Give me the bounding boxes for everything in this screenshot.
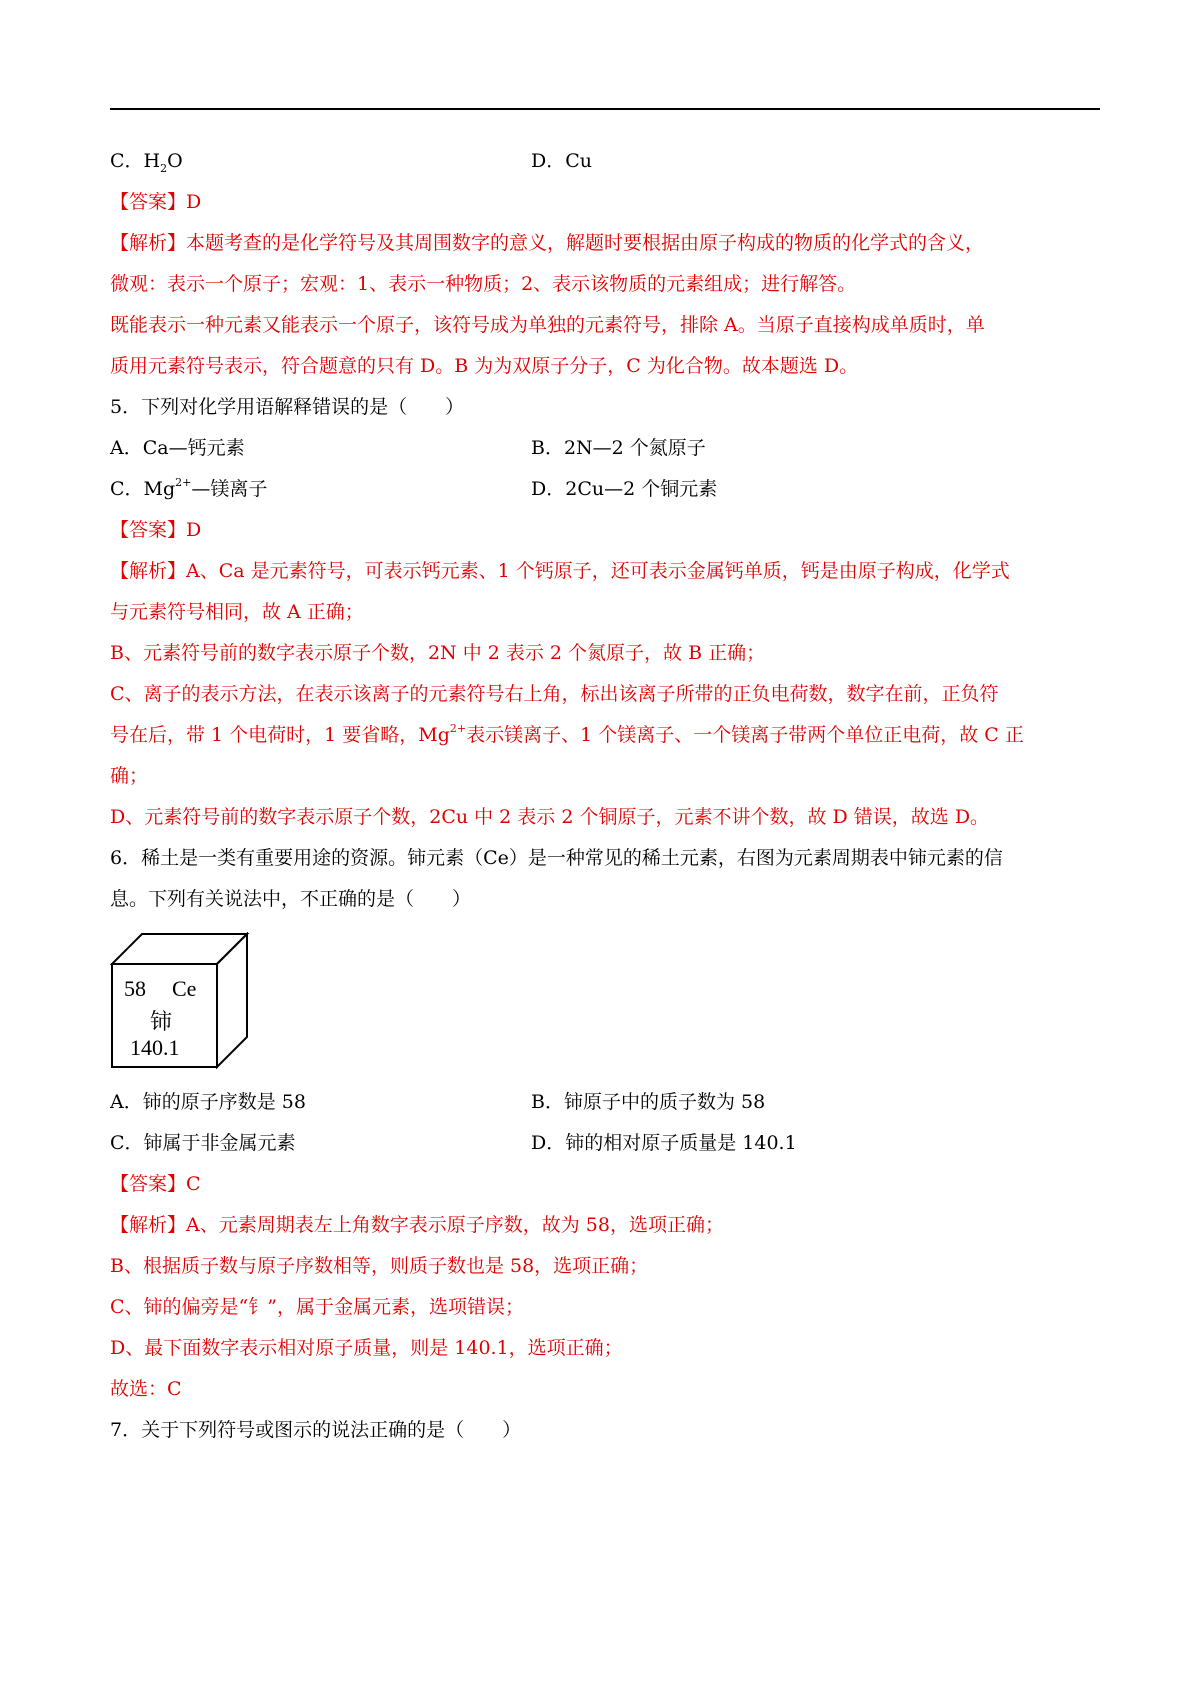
q5-analysis-line: 号在后，带 1 个电荷时，1 要省略，$Mg^{2+}$表示镁离子、1 个镁离子、一个镁离子带两个单位正电荷，故 C 正 — [110, 721, 1024, 746]
q4-answer: 【答案】D — [110, 191, 202, 213]
q6-analysis-line: 【解析】A、元素周期表左上角数字表示原子序数，故为 58，选项正确； — [110, 1214, 724, 1236]
q6-analysis-line: B、根据质子数与原子序数相等，则质子数也是 58，选项正确； — [110, 1255, 649, 1277]
q6-stem-line: 息。下列有关说法中，不正确的是（ ） — [110, 888, 472, 910]
q5-analysis-line: B、元素符号前的数字表示原子个数，2N 中 2 表示 2 个氮原子，故 B 正确； — [110, 642, 766, 664]
q4-analysis-line: 微观：表示一个原子；宏观：1、表示一种物质；2、表示该物质的元素组成；进行解答。 — [110, 273, 857, 295]
q7-stem: 7．关于下列符号或图示的说法正确的是（ ） — [110, 1419, 522, 1441]
q6-option-c: C．铈属于非金属元素 — [110, 1132, 296, 1154]
q4-analysis-line: 质用元素符号表示，符合题意的只有 D。B 为为双原子分子，C 为化合物。故本题选 D。 — [110, 355, 859, 377]
q4-analysis-line: 既能表示一种元素又能表示一个原子，该符号成为单独的元素符号，排除 A。当原子直接构成单质时，单 — [110, 314, 985, 336]
element-name: 铈 — [150, 1010, 173, 1035]
q5-stem: 5．下列对化学用语解释错误的是（ ） — [110, 396, 465, 418]
q5-option-b: B．2N—2 个氮原子 — [531, 437, 706, 459]
q6-analysis-line: C、铈的偏旁是“钅”，属于金属元素，选项错误； — [110, 1296, 524, 1318]
q5-option-d: D．2Cu—2 个铜元素 — [531, 478, 718, 500]
q6-answer: 【答案】C — [110, 1173, 201, 1195]
q5-analysis-line: 与元素符号相同，故 A 正确； — [110, 601, 364, 623]
q4-option-d: D．Cu — [531, 150, 593, 172]
q5-analysis-line: 【解析】A、Ca 是元素符号，可表示钙元素、1 个钙原子，还可表示金属钙单质，钙是由原子构成，化学式 — [110, 560, 1010, 582]
q6-option-b: B．铈原子中的质子数为 58 — [531, 1091, 766, 1113]
q6-option-a: A．铈的原子序数是 58 — [110, 1091, 306, 1113]
q4-option-c: C．$H_2O$ — [110, 150, 183, 175]
q5-option-c: C．$Mg^{2+}—$镁离子 — [110, 475, 268, 500]
q5-analysis-line: 确； — [110, 765, 149, 787]
cerium-element-cube — [110, 932, 250, 1072]
element-atomic-mass: 140.1 — [130, 1035, 180, 1060]
element-symbol: Ce — [172, 976, 197, 1001]
q4-analysis-line: 【解析】本题考查的是化学符号及其周围数字的意义，解题时要根据由原子构成的物质的化学式的含义， — [110, 232, 985, 254]
header-rule — [110, 108, 1100, 110]
q6-analysis-line: 故选：C — [110, 1378, 182, 1400]
q6-analysis-line: D、最下面数字表示相对原子质量，则是 140.1，选项正确； — [110, 1337, 623, 1359]
element-atomic-number: 58 — [124, 976, 146, 1001]
q5-analysis-line: C、离子的表示方法，在表示该离子的元素符号右上角，标出该离子所带的正负电荷数，数字在前，正负符 — [110, 683, 999, 705]
q6-option-d: D．铈的相对原子质量是 140.1 — [531, 1132, 797, 1154]
q5-option-a: A．Ca—钙元素 — [110, 437, 245, 459]
q6-stem-line: 6．稀土是一类有重要用途的资源。铈元素（Ce）是一种常见的稀土元素，右图为元素周期表中铈元素的信 — [110, 847, 1003, 869]
q5-answer: 【答案】D — [110, 519, 202, 541]
q5-analysis-line: D、元素符号前的数字表示原子个数，2Cu 中 2 表示 2 个铜原子，元素不讲个数，故 D 错误，故选 D。 — [110, 806, 990, 828]
